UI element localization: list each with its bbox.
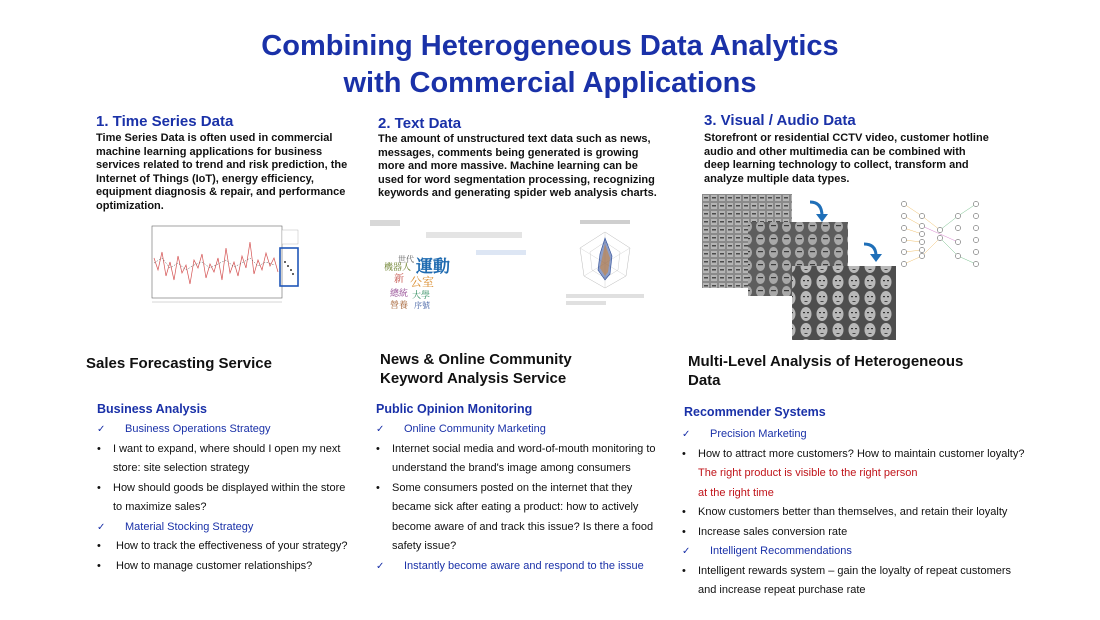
svg-text:總統: 總統 (390, 289, 409, 299)
list-item: • Know customers better than themselves, and retain their loyalty (680, 503, 1052, 523)
section-heading-visual-audio: 3. Visual / Audio Data (704, 112, 856, 129)
svg-text:運動: 運動 (416, 257, 450, 277)
svg-text:公室: 公室 (410, 275, 435, 289)
list-item: and increase repeat purchase rate (698, 584, 866, 596)
section-body-time-series: Time Series Data is often used in commercial machine learning applications for business services related to trend and risk prediction, the Internet of Things (IoT), energy efficiency, equipment diagnosis & repair, and performance optimization. (96, 132, 348, 212)
service-list-news-keyword (374, 420, 656, 576)
radar-chart-thumbnail (560, 218, 650, 310)
section-body-text-data: The amount of unstructured text data such as news, messages, comments being generated is growing more and more massive. Machine learning can be used for word segmentation processing, recognizing keywords and generating spider web analysis charts. (378, 133, 657, 199)
service-list-multi-level (680, 425, 1052, 601)
svg-text:機器人: 機器人 (384, 263, 412, 273)
list-item: • How to track the effectiveness of your strategy? (95, 537, 357, 557)
section-body-visual-audio: Storefront or residential CCTV video, customer hotline audio and other multimedia can be combined with deep learning technology to collect, transform and analyze multiple data types. (704, 132, 989, 185)
list-item: • Internet social media and word-of-mouth monitoring to understand the brand's image among consumers (374, 440, 656, 479)
svg-text:新: 新 (394, 274, 404, 285)
section-heading-time-series: 1. Time Series Data (96, 113, 234, 130)
subheading-public-opinion: Public Opinion Monitoring (376, 402, 533, 416)
list-item: • How to manage customer relationships? (95, 557, 357, 577)
list-item: • I want to expand, where should I open my next store: site selection strategy (95, 440, 357, 479)
word-cloud-thumbnail (368, 218, 530, 318)
highlight-text: The right product is visible to the right person (698, 467, 918, 479)
list-item: ✓ Instantly become aware and respond to the issue (374, 557, 656, 577)
list-item: ✓ Material Stocking Strategy (95, 518, 357, 538)
service-title-line-2: Data (688, 372, 721, 389)
service-title-line-1: Multi-Level Analysis of Heterogeneous (688, 353, 964, 370)
list-item: • Intelligent rewards system – gain the loyalty of repeat customers (680, 562, 1052, 582)
list-item: • Some consumers posted on the internet that they became sick after eating a product: how to actively become aware of and track this issue? Is there a food safety issue? (374, 479, 656, 557)
svg-text:營養: 營養 (390, 301, 409, 311)
title-line-2: with Commercial Applications (343, 67, 757, 99)
svg-text:序號: 序號 (414, 301, 430, 310)
neural-network-thumbnail (896, 196, 986, 270)
list-item: ✓ Business Operations Strategy (95, 420, 357, 440)
service-title-sales-forecasting: Sales Forecasting Service (86, 355, 272, 372)
list-item: ✓ Online Community Marketing (374, 420, 656, 440)
list-item: • How should goods be displayed within the store to maximize sales? (95, 479, 357, 518)
subheading-recommender: Recommender Systems (684, 405, 826, 419)
list-item: • How to attract more customers? How to maintain customer loyalty? (680, 445, 1052, 465)
service-title-news-keyword (380, 350, 572, 388)
page-title (0, 28, 1100, 102)
subheading-business-analysis: Business Analysis (97, 402, 208, 416)
list-item: ✓ Intelligent Recommendations (680, 542, 1052, 562)
highlight-text: at the right time (698, 486, 774, 499)
list-item: ✓ Precision Marketing (680, 425, 1052, 445)
svg-text:大學: 大學 (412, 291, 431, 301)
service-title-multi-level (688, 352, 963, 390)
title-line-1: Combining Heterogeneous Data Analytics (261, 30, 839, 62)
service-title-line-1: News & Online Community (380, 351, 572, 368)
service-title-line-2: Keyword Analysis Service (380, 370, 567, 387)
line-chart-thumbnail (140, 218, 304, 310)
list-item: • Increase sales conversion rate (680, 523, 1052, 543)
section-heading-text-data: 2. Text Data (378, 115, 462, 132)
service-list-sales-forecasting (95, 420, 357, 576)
svg-text:世代: 世代 (398, 255, 414, 264)
cnn-feature-maps-thumbnail (702, 194, 898, 342)
